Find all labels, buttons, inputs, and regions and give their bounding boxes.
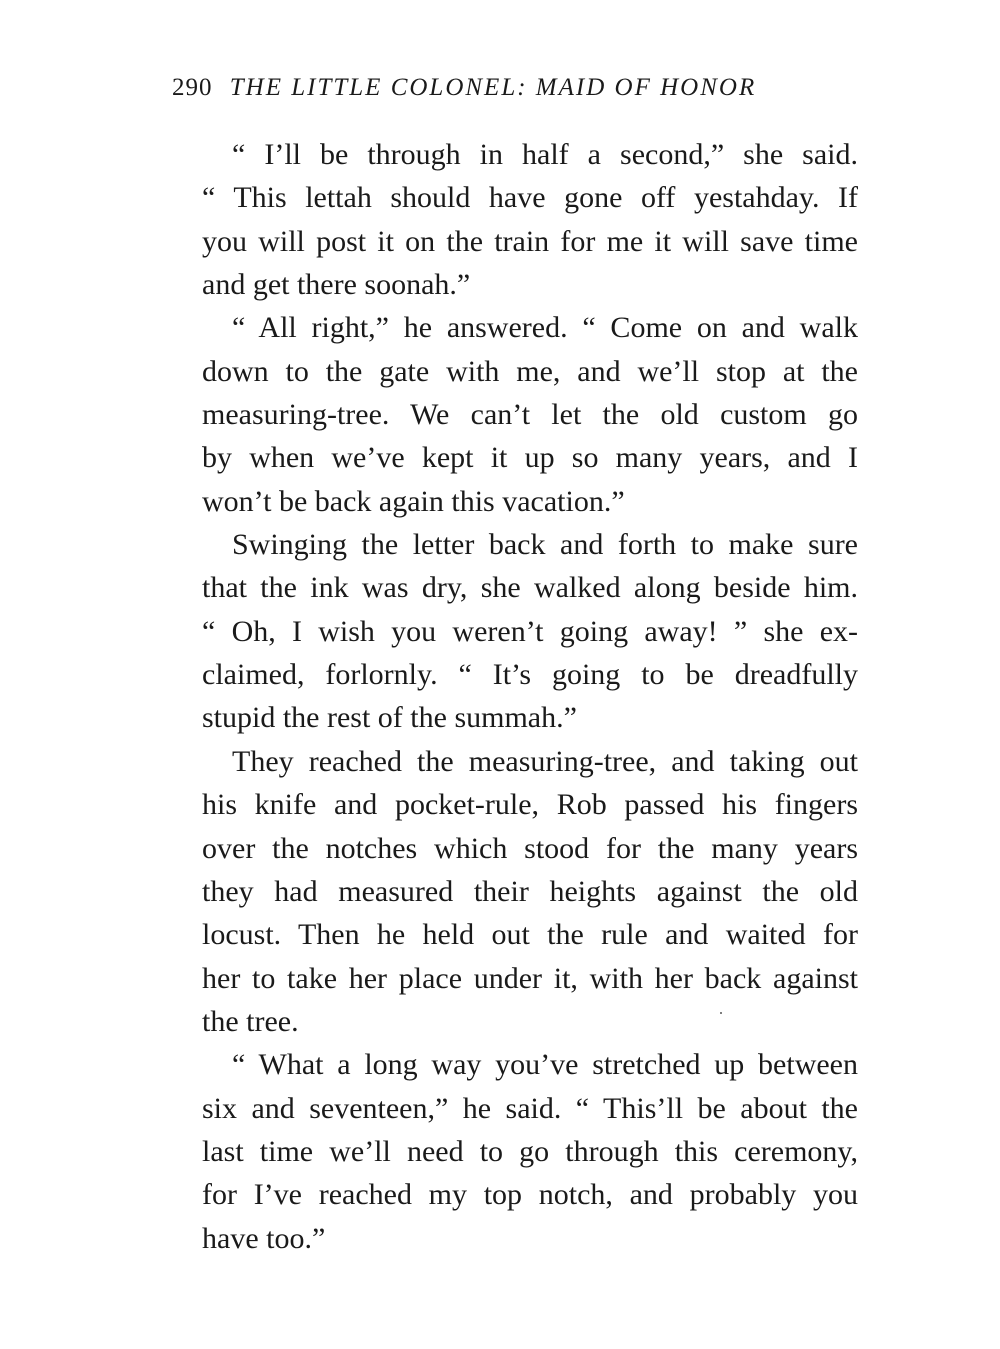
- text-line: have too.”: [202, 1221, 326, 1255]
- text-line: last time we’ll need to go through this ceremony,: [202, 1134, 858, 1168]
- paragraph-1: [172, 133, 858, 306]
- text-line: “ This lettah should have gone off yestahday. If: [202, 181, 858, 215]
- paragraph-4: [172, 740, 858, 1043]
- body-text: [172, 133, 858, 1260]
- paragraph-2: [172, 306, 858, 523]
- text-line: by when we’ve kept it up so many years, and I: [202, 441, 858, 475]
- paragraph-5: [172, 1043, 858, 1260]
- text-line: over the notches which stood for the many years: [202, 831, 858, 865]
- text-line: and get there soonah.”: [202, 268, 471, 302]
- text-line: you will post it on the train for me it will save time: [202, 224, 858, 258]
- text-line: his knife and pocket-rule, Rob passed his fingers: [202, 788, 858, 822]
- text-line: “ Oh, I wish you weren’t going away! ” she ex-: [202, 614, 858, 648]
- text-line: stupid the rest of the summah.”: [202, 701, 577, 735]
- text-line: they had measured their heights against the old: [202, 874, 858, 908]
- print-speck: [720, 1012, 722, 1014]
- text-line: “ I’ll be through in half a second,” she said.: [232, 138, 858, 171]
- text-line: locust. Then he held out the rule and waited for: [202, 918, 858, 952]
- text-line: down to the gate with me, and we’ll stop at the: [202, 354, 858, 388]
- text-line: “ What a long way you’ve stretched up between: [232, 1048, 858, 1082]
- text-line: won’t be back again this vacation.”: [202, 484, 625, 518]
- text-line: They reached the measuring-tree, and taking out: [232, 744, 858, 778]
- page-number: 290: [172, 74, 213, 101]
- text-line: Swinging the letter back and forth to make sure: [232, 528, 858, 562]
- text-line: that the ink was dry, she walked along beside him.: [202, 571, 858, 605]
- text-line: her to take her place under it, with her back against: [202, 961, 858, 995]
- text-line: measuring-tree. We can’t let the old custom go: [202, 398, 858, 432]
- text-line: “ All right,” he answered. “ Come on and walk: [232, 311, 858, 345]
- text-line: for I’ve reached my top notch, and probably you: [202, 1178, 858, 1212]
- text-line: claimed, forlornly. “ It’s going to be dreadfully: [202, 658, 858, 692]
- text-line: the tree.: [202, 1004, 299, 1038]
- running-head: [172, 72, 872, 104]
- text-line: six and seventeen,” he said. “ This’ll be about the: [202, 1091, 858, 1125]
- book-title: THE LITTLE COLONEL: MAID OF HONOR: [229, 74, 757, 101]
- paragraph-3: [172, 523, 858, 740]
